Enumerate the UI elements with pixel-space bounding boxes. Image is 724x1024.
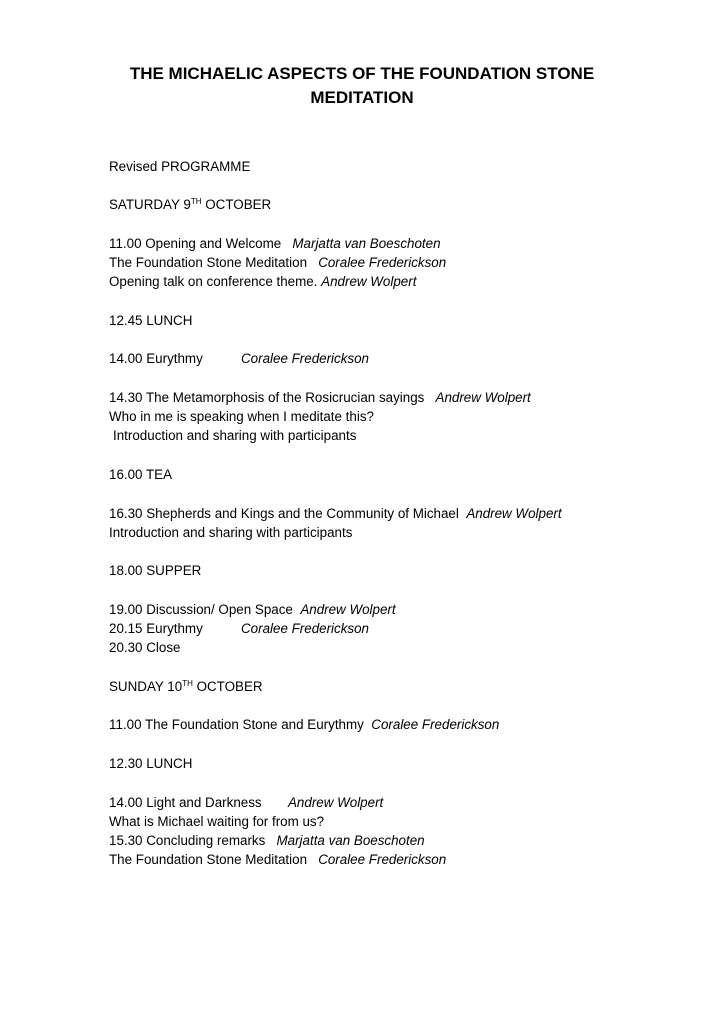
schedule-item-michael-waiting: What is Michael waiting for from us? (109, 814, 325, 829)
schedule-item-sunday-lunch: 12.30 LUNCH (109, 756, 193, 771)
document-title-line-1: THE MICHAELIC ASPECTS OF THE FOUNDATION STONE (129, 64, 595, 83)
item-speaker: Andrew Wolpert (300, 602, 396, 617)
programme-label: Revised PROGRAMME (109, 159, 251, 174)
schedule-item-opening (109, 234, 441, 253)
sunday-heading (109, 677, 263, 696)
schedule-item-concluding (109, 831, 425, 850)
schedule-item-foundation-eurythmy (109, 715, 499, 734)
item-title: 11.00 Opening and Welcome (109, 236, 282, 251)
item-speaker: Coralee Frederickson (371, 717, 500, 732)
item-speaker: Coralee Frederickson (241, 621, 370, 636)
saturday-heading (109, 195, 271, 214)
item-title: 14.00 Eurythmy (109, 351, 203, 366)
item-title: Opening talk on conference theme. (109, 274, 318, 289)
schedule-item-intro-sharing: Introduction and sharing with participants (113, 428, 357, 443)
schedule-item-final-meditation (109, 850, 446, 869)
saturday-day-suffix: TH (190, 197, 202, 206)
item-speaker: Andrew Wolpert (466, 506, 562, 521)
schedule-item-light-darkness (109, 793, 384, 812)
document-title-line-2: MEDITATION (310, 88, 414, 107)
item-title: 16.30 Shepherds and Kings and the Community of Michael (109, 506, 459, 521)
sunday-day: SUNDAY 10 (109, 679, 183, 694)
schedule-item-who-in-me: Who in me is speaking when I meditate this? (109, 409, 374, 424)
schedule-item-lunch: 12.45 LUNCH (109, 313, 193, 328)
schedule-item-discussion (109, 600, 396, 619)
schedule-item-shepherds (109, 504, 562, 523)
item-speaker: Marjatta van Boeschoten (276, 833, 425, 848)
schedule-item-eurythmy-2 (109, 619, 370, 638)
schedule-item-rosicrucian (109, 388, 531, 407)
sunday-month: OCTOBER (192, 679, 263, 694)
item-speaker: Marjatta van Boeschoten (292, 236, 441, 251)
schedule-item-supper: 18.00 SUPPER (109, 563, 202, 578)
sunday-day-suffix: TH (182, 679, 193, 688)
item-title: The Foundation Stone Meditation (109, 255, 308, 270)
item-title: 20.15 Eurythmy (109, 621, 203, 636)
item-title: 14.00 Light and Darkness (109, 795, 262, 810)
item-title: The Foundation Stone Meditation (109, 852, 308, 867)
item-speaker: Andrew Wolpert (288, 795, 384, 810)
saturday-month: OCTOBER (201, 197, 272, 212)
saturday-day: SATURDAY 9 (109, 197, 191, 212)
schedule-item-tea: 16.00 TEA (109, 467, 173, 482)
item-title: 11.00 The Foundation Stone and Eurythmy (109, 717, 364, 732)
item-title: 19.00 Discussion/ Open Space (109, 602, 293, 617)
item-speaker: Coralee Frederickson (241, 351, 370, 366)
item-speaker: Coralee Frederickson (318, 255, 447, 270)
item-title: 14.30 The Metamorphosis of the Rosicrucian sayings (109, 390, 425, 405)
item-title: 15.30 Concluding remarks (109, 833, 266, 848)
schedule-item-close: 20.30 Close (109, 640, 181, 655)
schedule-item-eurythmy (109, 349, 370, 368)
item-speaker: Andrew Wolpert (435, 390, 531, 405)
item-speaker: Coralee Frederickson (318, 852, 447, 867)
item-speaker: Andrew Wolpert (321, 274, 417, 289)
schedule-item-opening-talk (109, 272, 416, 291)
schedule-item-intro-sharing-2: Introduction and sharing with participants (109, 525, 353, 540)
schedule-item-meditation (109, 253, 446, 272)
